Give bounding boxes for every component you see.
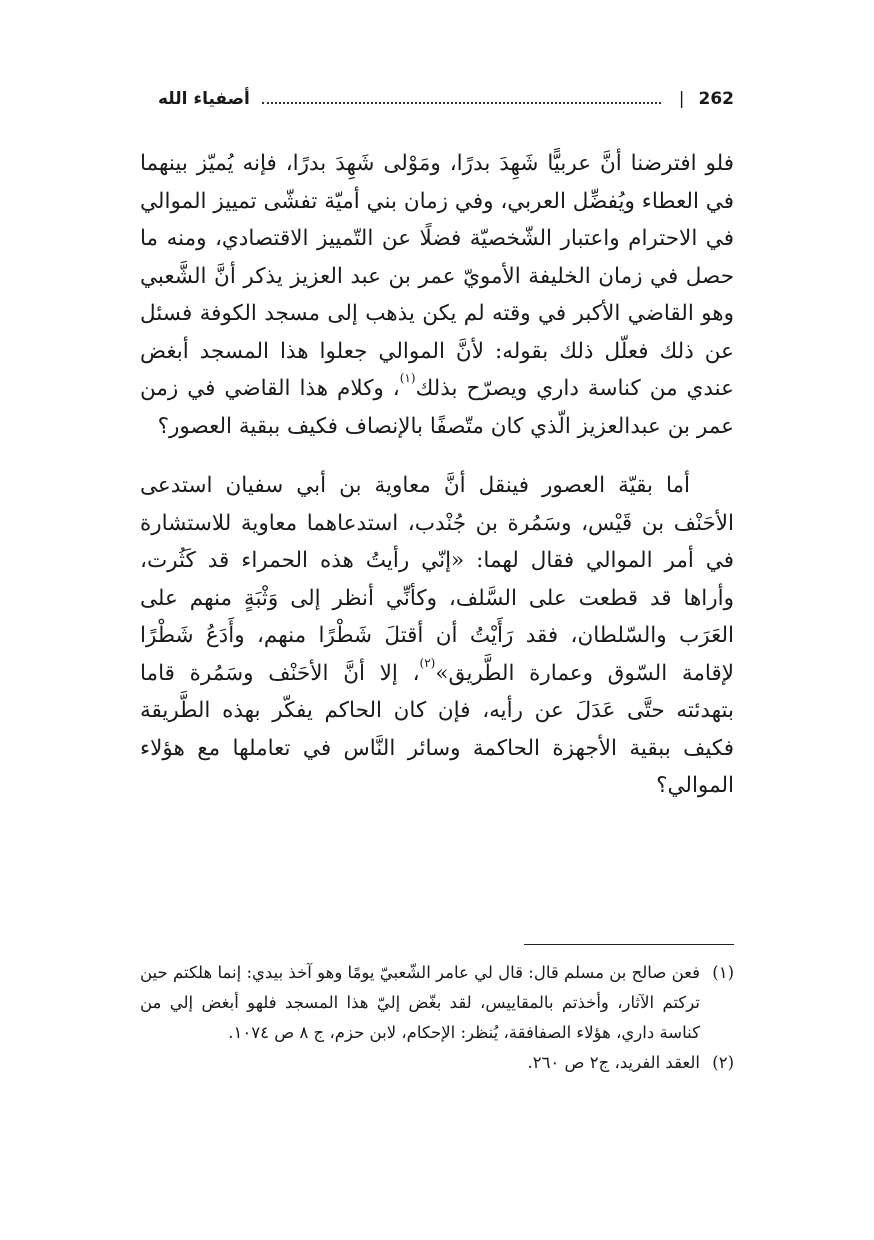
- footnote-text: العقد الفريد، ج٢ ص ٢٦٠.: [527, 1053, 700, 1072]
- footnote-ref-1: (١): [399, 371, 416, 385]
- header-dot-leader: [262, 102, 661, 104]
- header-separator: |: [678, 89, 685, 109]
- footnote-text: فعن صالح بن مسلم قال: قال لي عامر الشّعبيّ يومًا وهو آخذ بيدي: إنما هلكتم حين تركتم الآثار، وأخذتم بالمقاييس، لقد بغّض إليّ هذا المسجد فلهو أبغض إلي من كناسة داري، هؤلاء الصفافقة، يُنظر: الإحكام، لابن حزم، ج ٨ ص ١٠٧٤.: [140, 963, 700, 1042]
- paragraph-1: [140, 145, 734, 445]
- paragraph-2-text-after: ، إلا أنَّ الأحَنْف وسَمُرة قاما بتهدئته حتَّى عَدَلَ عن رأيه، فإن كان الحاكم يفكّر بهذه الطَّريقة فكيف ببقية الأجهزة الحاكمة وسائر النَّاس في تعاملها مع هؤلاء الموالي؟: [140, 660, 734, 798]
- footnote-1: [140, 958, 734, 1048]
- footnote-number: (١): [712, 963, 734, 982]
- footnote-number: (٢): [712, 1053, 734, 1072]
- paragraph-1-text-after: ، وكلام هذا القاضي في زمن عمر بن عبدالعزيز الّذي كان متّصفًا بالإنصاف فكيف ببقية العصور؟: [140, 376, 734, 439]
- main-text: [140, 145, 734, 805]
- footnote-ref-2: (٢): [419, 655, 436, 670]
- footnote-2: [140, 1048, 734, 1078]
- footnotes: [140, 958, 734, 1078]
- book-title: أصفياء الله: [158, 89, 250, 109]
- page-number: 262: [698, 89, 734, 109]
- footnote-divider: [524, 944, 734, 945]
- paragraph-2-text: أما بقيّة العصور فينقل أنَّ معاوية بن أبي سفيان استدعى الأحَنْف بن قَيْس، وسَمُرة بن جُنْدب، استدعاهما معاوية للاستشارة في أمر الموالي فقال لهما: «إنّي رأيتُ هذه الحمراء قد كَثُرت، وأراها قد قطعت على السَّلف، وكأنِّي أنظر إلى وَثْبَةٍ منهم على العَرَب والسّلطان، فقد رَأَيْتُ أن أقتلَ شَطْرًا منهم، وأَدَعُ شَطْرًا لإقامة السّوق وعمارة الطَّريق»: [140, 473, 734, 686]
- running-header: [158, 82, 734, 116]
- paragraph-1-text: فلو افترضنا أنَّ عربيًّا شَهِدَ بدرًا، ومَوْلى شَهِدَ بدرًا، فإنه يُميّز بينهما في العطاء ويُفضِّل العربي، وفي زمان بني أميّة تفشّى تمييز الموالي في الاحترام واعتبار الشّخصيّة فضلًا عن التّمييز الاقتصادي، ومنه ما حصل في زمان الخليفة الأمويّ عمر بن عبد العزيز يذكر أنَّ الشَّعبي وهو القاضي الأكبر في وقته لم يكن يذهب إلى مسجد الكوفة فسئل عن ذلك فعلّل ذلك بقوله: لأنَّ الموالي جعلوا هذا المسجد أبغض عندي من كناسة داري ويصرّح بذلك: [140, 151, 734, 401]
- paragraph-2: [140, 467, 734, 805]
